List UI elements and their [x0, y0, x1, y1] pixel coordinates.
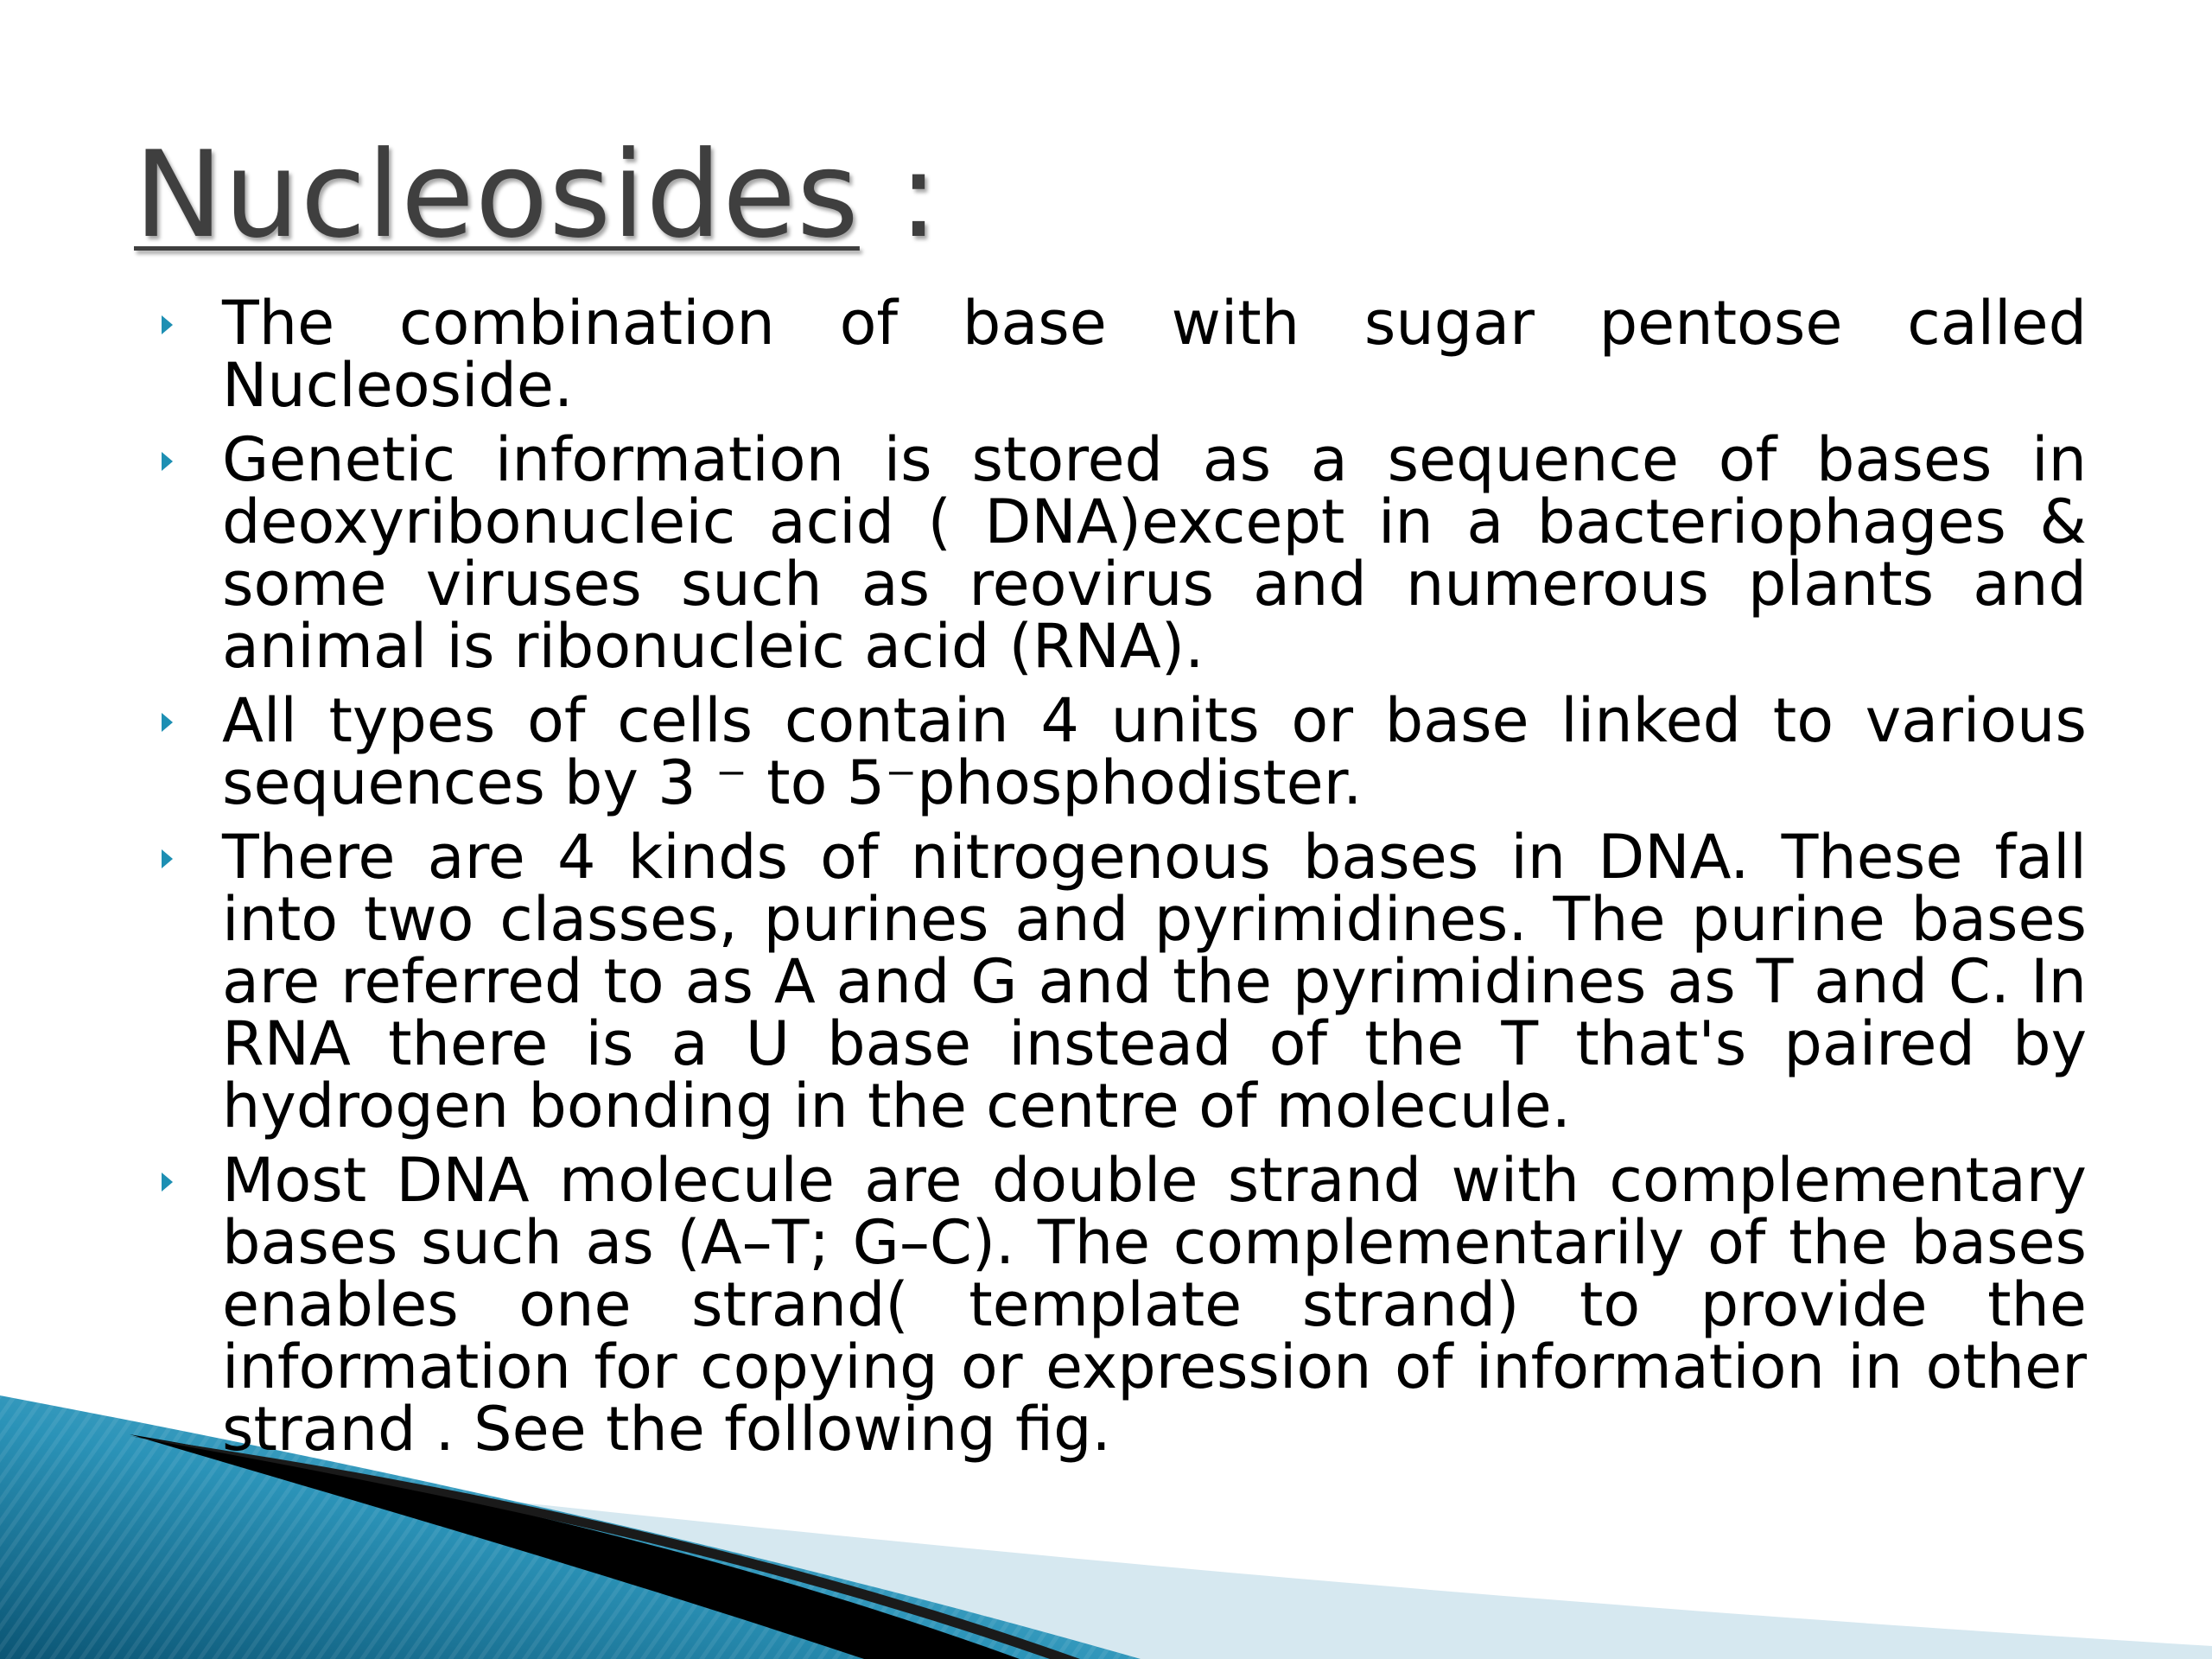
list-item-text: Most DNA molecule are double strand with complementary bases such as (A–T; G–C). The complementarily of the bases enables one strand( template strand) to provide the information for copying or expression of information in other strand . See the following fig.	[222, 1145, 2087, 1465]
list-item	[160, 1145, 2087, 1465]
slide-title-suffix: :	[859, 125, 940, 264]
list-item	[160, 424, 2087, 682]
bullet-list	[160, 288, 2087, 1472]
triangle-right-icon	[162, 452, 173, 471]
triangle-right-icon	[162, 1173, 173, 1192]
slide-title	[134, 125, 940, 264]
list-item-text: Genetic information is stored as a sequence of bases in deoxyribonucleic acid ( DNA)except in a bacteriophages & some viruses such as reovirus and numerous plants and animal is ribonucleic acid (RNA).	[222, 424, 2087, 682]
list-item	[160, 685, 2087, 818]
triangle-right-icon	[162, 315, 173, 334]
triangle-right-icon	[162, 713, 173, 732]
list-item-text: There are 4 kinds of nitrogenous bases in DNA. These fall into two classes, purines and pyrimidines. The purine bases are referred to as A and G and the pyrimidines as T and C. In RNA there is a U base instead of the T that's paired by hydrogen bonding in the centre of molecule.	[222, 822, 2087, 1141]
list-item-text: The combination of base with sugar pentose called Nucleoside.	[222, 288, 2087, 421]
list-item-text: All types of cells contain 4 units or base linked to various sequences by 3 ⁻ to 5⁻phosphodister.	[222, 685, 2087, 818]
slide-title-main: Nucleosides	[134, 125, 860, 264]
list-item	[160, 288, 2087, 421]
list-item	[160, 822, 2087, 1141]
triangle-right-icon	[162, 849, 173, 868]
